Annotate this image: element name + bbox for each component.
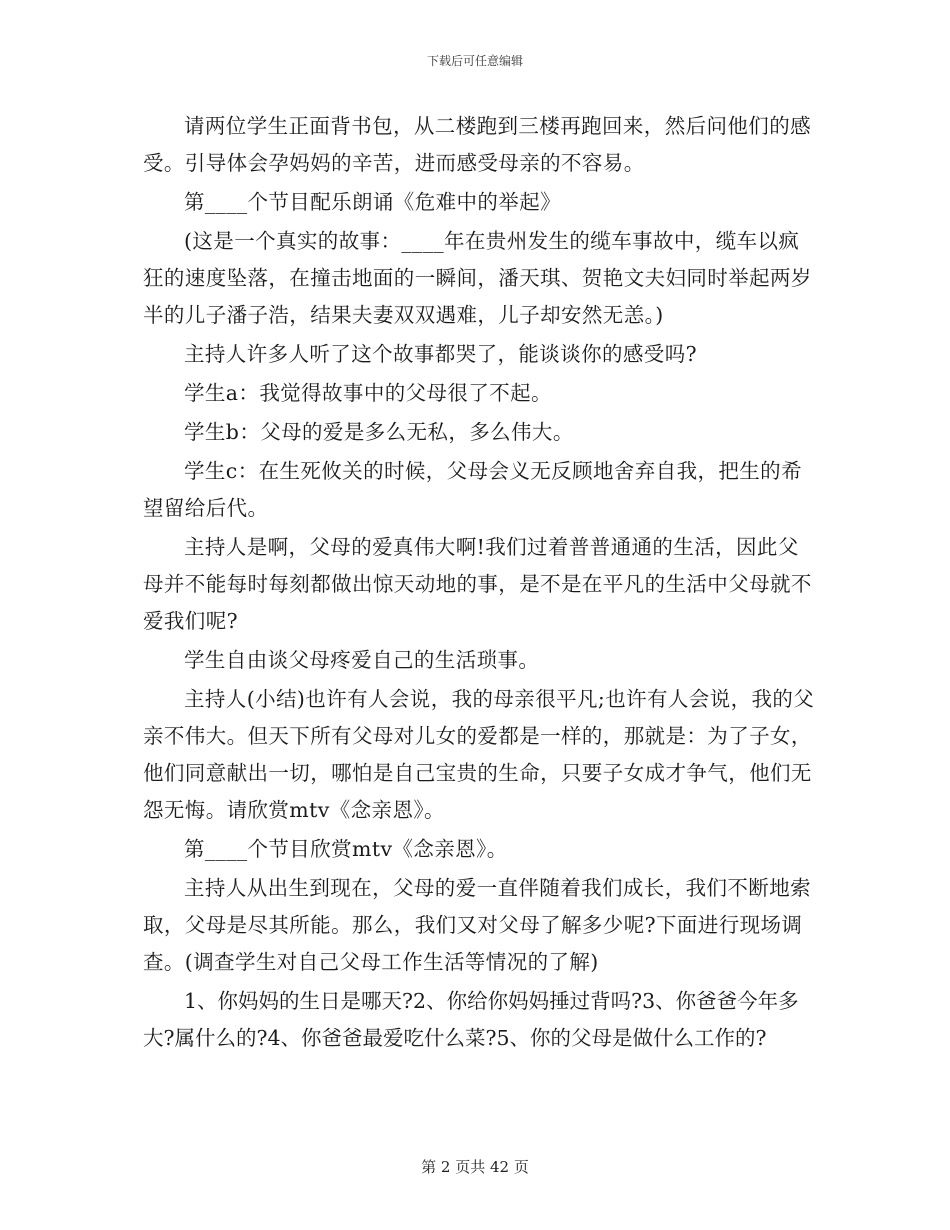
paragraph: 主持人是啊，父母的爱真伟大啊!我们过着普普通通的生活，因此父母并不能每时每刻都做出惊天动地的事，是不是在平凡的生活中父母就不爱我们呢? <box>143 535 812 633</box>
paragraph: 主持人(小结)也许有人会说，我的母亲很平凡;也许有人会说，我的父亲不伟大。但天下所有父母对儿女的爱都是一样的，那就是：为了子女，他们同意献出一切，哪怕是自己宝贵的生命，只要子女成才争气，他们无怨无悔。请欣赏mtv《念亲恩》。 <box>143 687 815 822</box>
paragraph: 1、你妈妈的生日是哪天?2、你给你妈妈捶过背吗?3、你爸爸今年多大?属什么的?4、你爸爸最爱吃什么菜?5、你的父母是做什么工作的? <box>143 989 799 1050</box>
page-footer: 第 2 页共 42 页 <box>421 1158 529 1176</box>
paragraph: 学生a：我觉得故事中的父母很了不起。 <box>184 381 552 405</box>
paragraph: 学生b：父母的爱是多么无私，多么伟大。 <box>184 420 574 444</box>
paragraph: 请两位学生正面背书包，从二楼跑到三楼再跑回来，然后问他们的感受。引导体会孕妈妈的辛苦，进而感受母亲的不容易。 <box>143 114 811 175</box>
paragraph: (这是一个真实的故事：____年在贵州发生的缆车事故中，缆车以疯狂的速度坠落，在撞击地面的一瞬间，潘天琪、贺艳文夫妇同时举起两岁半的儿子潘子浩，结果夫妻双双遇难，儿子却安然无恙。) <box>143 229 812 327</box>
paragraph: 第____个节目欣赏mtv《念亲恩》。 <box>184 837 508 861</box>
page-header: 下载后可任意编辑 <box>426 54 523 68</box>
paragraph: 学生c：在生死攸关的时候，父母会义无反顾地舍弃自我，把生的希望留给后代。 <box>143 459 802 520</box>
paragraph: 学生自由谈父母疼爱自己的生活琐事。 <box>184 648 540 672</box>
paragraph: 第____个节目配乐朗诵《危难中的举起》 <box>184 190 561 214</box>
document-body <box>143 108 815 1059</box>
paragraph: 主持人许多人听了这个故事都哭了，能谈谈你的感受吗? <box>184 342 697 366</box>
paragraph: 主持人从出生到现在，父母的爱一直伴随着我们成长，我们不断地索取，父母是尽其所能。那么，我们又对父母了解多少呢?下面进行现场调查。(调查学生对自己父母工作生活等情况的了解) <box>143 876 811 974</box>
